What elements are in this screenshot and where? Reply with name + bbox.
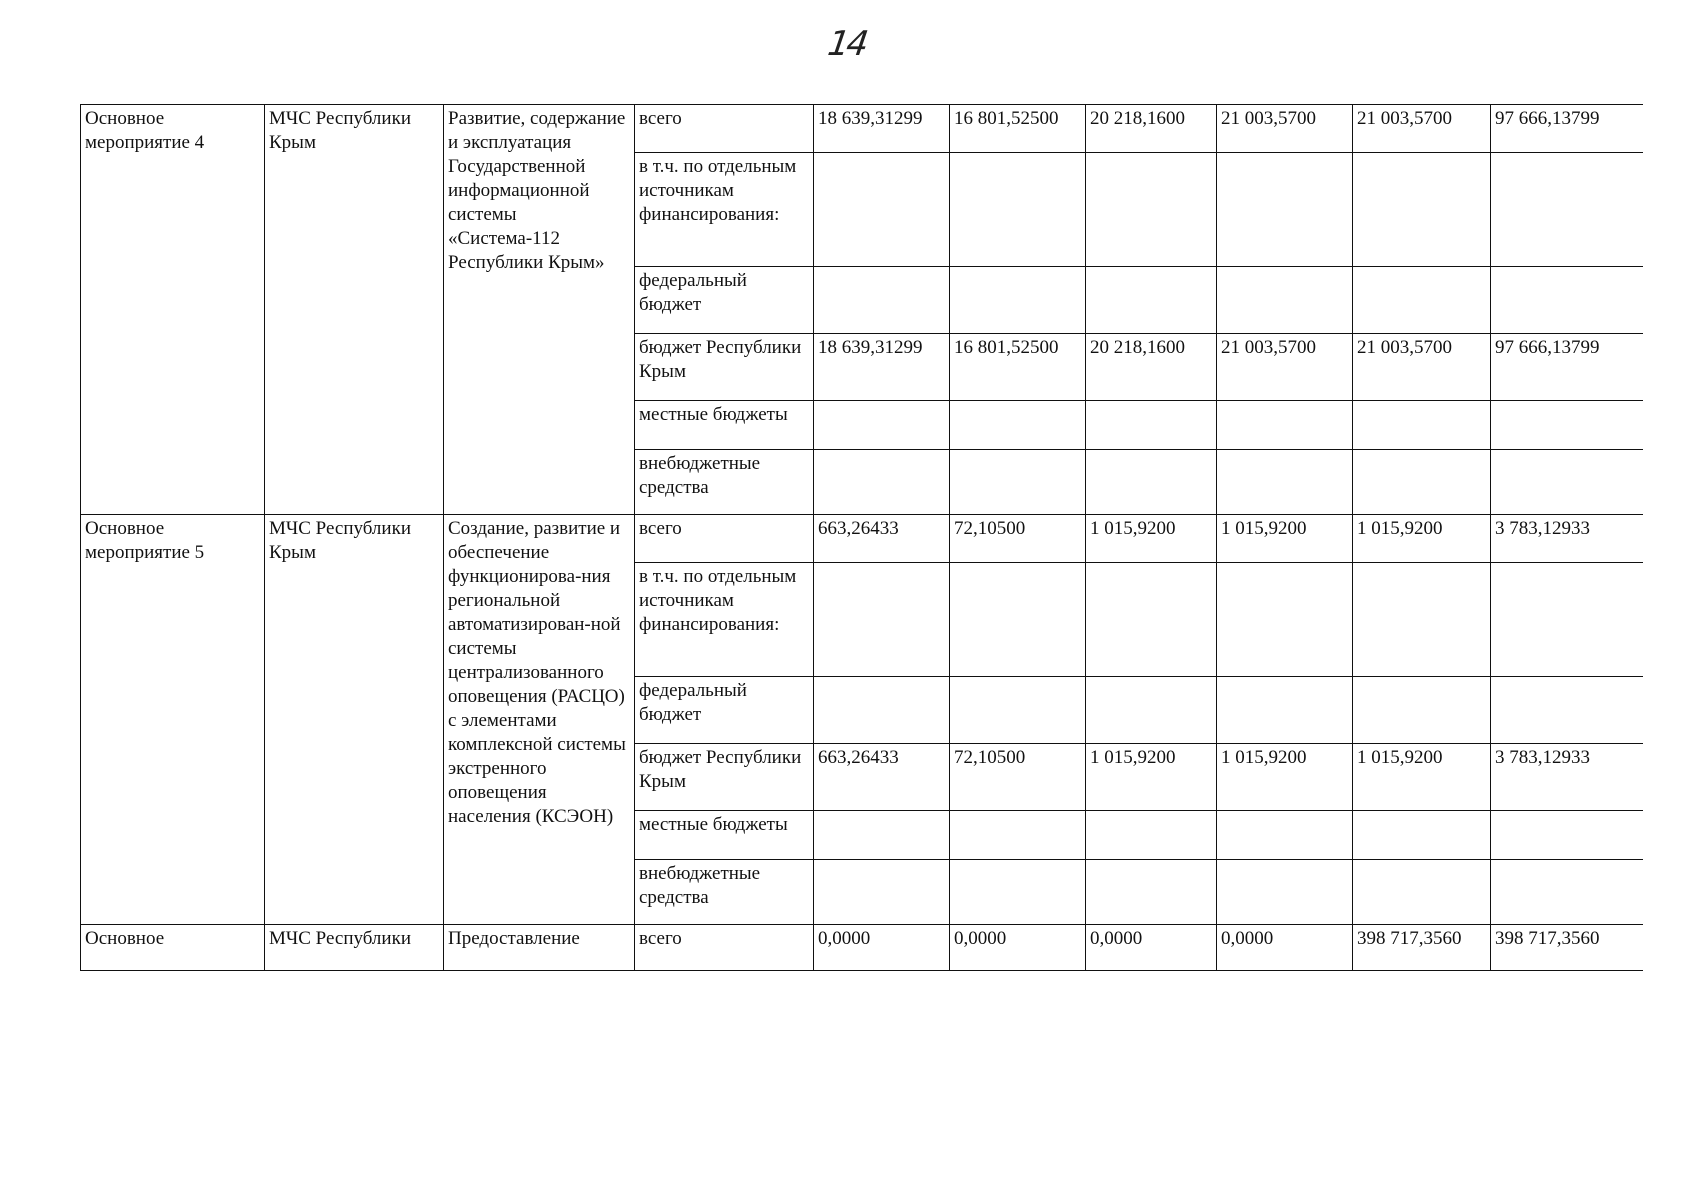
amount-cell xyxy=(1217,811,1353,860)
amount-cell: 1 015,9200 xyxy=(1086,744,1217,811)
amount-cell xyxy=(814,811,950,860)
amount-cell xyxy=(1491,860,1643,925)
amount-cell xyxy=(1353,267,1491,334)
funding-source: федеральный бюджет xyxy=(635,677,814,744)
measure-description: Развитие, содержание и эксплуатация Государственной информационной системы «Система-112 Республики Крым» xyxy=(444,105,635,515)
amount-cell xyxy=(1353,153,1491,267)
amount-cell: 398 717,3560 xyxy=(1353,925,1491,971)
amount-cell xyxy=(1217,450,1353,515)
amount-cell: 663,26433 xyxy=(814,515,950,563)
amount-cell xyxy=(1086,677,1217,744)
funding-source: бюджет Республики Крым xyxy=(635,744,814,811)
amount-cell: 1 015,9200 xyxy=(1217,744,1353,811)
amount-cell xyxy=(814,401,950,450)
amount-cell xyxy=(1086,811,1217,860)
amount-cell xyxy=(1086,153,1217,267)
amount-cell: 20 218,1600 xyxy=(1086,334,1217,401)
amount-cell: 663,26433 xyxy=(814,744,950,811)
amount-cell: 0,0000 xyxy=(950,925,1086,971)
amount-cell xyxy=(950,563,1086,677)
amount-cell: 18 639,31299 xyxy=(814,334,950,401)
funding-source: местные бюджеты xyxy=(635,811,814,860)
amount-cell xyxy=(1353,450,1491,515)
funding-source: внебюджетные средства xyxy=(635,860,814,925)
amount-cell: 0,0000 xyxy=(814,925,950,971)
amount-cell xyxy=(1491,677,1643,744)
funding-source: федеральный бюджет xyxy=(635,267,814,334)
amount-cell xyxy=(950,153,1086,267)
amount-cell xyxy=(1086,860,1217,925)
funding-source: в т.ч. по отдельным источникам финансирования: xyxy=(635,153,814,267)
amount-cell xyxy=(1086,267,1217,334)
amount-cell xyxy=(1491,267,1643,334)
funding-source: всего xyxy=(635,105,814,153)
table-row xyxy=(81,925,1643,971)
measure-name: Основное мероприятие 4 xyxy=(81,105,265,515)
amount-cell xyxy=(814,153,950,267)
amount-cell xyxy=(950,811,1086,860)
amount-cell: 20 218,1600 xyxy=(1086,105,1217,153)
amount-cell xyxy=(1353,811,1491,860)
amount-cell xyxy=(950,677,1086,744)
responsible-executor: МЧС Республики Крым xyxy=(265,515,444,925)
amount-cell: 0,0000 xyxy=(1086,925,1217,971)
amount-cell xyxy=(1217,267,1353,334)
amount-cell: 72,10500 xyxy=(950,515,1086,563)
amount-cell: 1 015,9200 xyxy=(1353,515,1491,563)
table-row xyxy=(81,105,1643,153)
amount-cell: 16 801,52500 xyxy=(950,105,1086,153)
amount-cell: 21 003,5700 xyxy=(1353,334,1491,401)
amount-cell xyxy=(950,860,1086,925)
funding-source: в т.ч. по отдельным источникам финансирования: xyxy=(635,563,814,677)
amount-cell xyxy=(1086,401,1217,450)
amount-cell xyxy=(1353,860,1491,925)
amount-cell xyxy=(1491,563,1643,677)
amount-cell xyxy=(1217,401,1353,450)
measure-description: Создание, развитие и обеспечение функционирова-ния региональной автоматизирован-ной системы централизованного оповещения (РАСЦО) с элементами комплексной системы экстренного оповещения населения (КСЭОН) xyxy=(444,515,635,925)
amount-cell xyxy=(1491,401,1643,450)
amount-cell: 97 666,13799 xyxy=(1491,334,1643,401)
financing-table xyxy=(80,104,1643,971)
page-number: 14 xyxy=(825,24,869,64)
amount-cell: 398 717,3560 xyxy=(1491,925,1643,971)
amount-cell xyxy=(1086,563,1217,677)
amount-cell xyxy=(1217,860,1353,925)
funding-source: всего xyxy=(635,925,814,971)
amount-cell xyxy=(1353,401,1491,450)
amount-cell: 0,0000 xyxy=(1217,925,1353,971)
amount-cell xyxy=(1353,563,1491,677)
amount-cell: 72,10500 xyxy=(950,744,1086,811)
funding-source: всего xyxy=(635,515,814,563)
amount-cell: 3 783,12933 xyxy=(1491,744,1643,811)
amount-cell xyxy=(1491,811,1643,860)
amount-cell xyxy=(1217,677,1353,744)
funding-source: внебюджетные средства xyxy=(635,450,814,515)
amount-cell: 1 015,9200 xyxy=(1086,515,1217,563)
funding-source: бюджет Республики Крым xyxy=(635,334,814,401)
amount-cell: 16 801,52500 xyxy=(950,334,1086,401)
amount-cell: 18 639,31299 xyxy=(814,105,950,153)
amount-cell xyxy=(950,267,1086,334)
funding-source: местные бюджеты xyxy=(635,401,814,450)
amount-cell: 21 003,5700 xyxy=(1353,105,1491,153)
amount-cell xyxy=(950,450,1086,515)
amount-cell xyxy=(1217,153,1353,267)
amount-cell: 97 666,13799 xyxy=(1491,105,1643,153)
amount-cell xyxy=(1217,563,1353,677)
amount-cell: 21 003,5700 xyxy=(1217,105,1353,153)
amount-cell xyxy=(814,563,950,677)
amount-cell: 3 783,12933 xyxy=(1491,515,1643,563)
measure-name: Основное мероприятие 5 xyxy=(81,515,265,925)
amount-cell xyxy=(814,450,950,515)
amount-cell: 1 015,9200 xyxy=(1217,515,1353,563)
amount-cell xyxy=(1491,450,1643,515)
measure-description: Предоставление xyxy=(444,925,635,971)
amount-cell xyxy=(950,401,1086,450)
amount-cell: 21 003,5700 xyxy=(1217,334,1353,401)
amount-cell xyxy=(814,860,950,925)
responsible-executor: МЧС Республики xyxy=(265,925,444,971)
table-row xyxy=(81,515,1643,563)
amount-cell xyxy=(1086,450,1217,515)
responsible-executor: МЧС Республики Крым xyxy=(265,105,444,515)
amount-cell xyxy=(1353,677,1491,744)
amount-cell xyxy=(814,677,950,744)
amount-cell: 1 015,9200 xyxy=(1353,744,1491,811)
amount-cell xyxy=(814,267,950,334)
amount-cell xyxy=(1491,153,1643,267)
measure-name: Основное xyxy=(81,925,265,971)
